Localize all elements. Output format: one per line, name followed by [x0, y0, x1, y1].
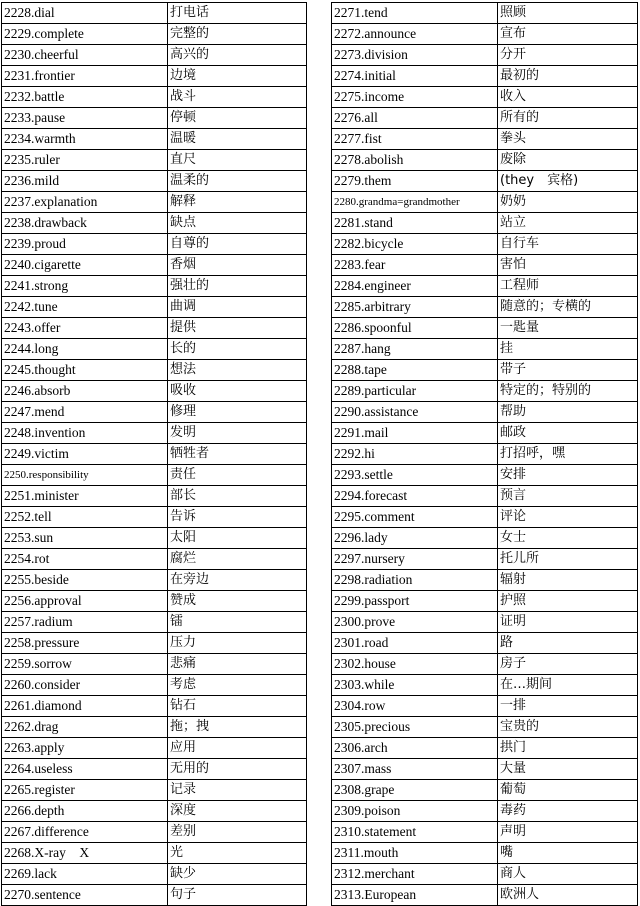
vocab-row — [2, 759, 307, 780]
vocab-row — [2, 570, 307, 591]
vocab-meaning: 自行车 — [498, 234, 638, 255]
vocab-row — [2, 465, 307, 486]
vocab-row — [2, 675, 307, 696]
vocab-row — [332, 45, 638, 66]
vocab-meaning: 赞成 — [168, 591, 307, 612]
vocab-row — [332, 507, 638, 528]
vocab-table-left-body — [2, 3, 307, 906]
vocab-word: 2271.tend — [332, 3, 498, 24]
vocab-word: 2300.prove — [332, 612, 498, 633]
vocab-word: 2242.tune — [2, 297, 168, 318]
vocab-meaning: 压力 — [168, 633, 307, 654]
vocab-word: 2263.apply — [2, 738, 168, 759]
vocab-row — [332, 843, 638, 864]
vocab-row — [332, 759, 638, 780]
vocab-row — [332, 192, 638, 213]
vocab-word: 2247.mend — [2, 402, 168, 423]
vocab-meaning: 解释 — [168, 192, 307, 213]
vocab-word: 2273.division — [332, 45, 498, 66]
vocab-table-right — [331, 2, 638, 906]
vocab-row — [332, 234, 638, 255]
vocab-meaning: 工程师 — [498, 276, 638, 297]
vocab-row — [332, 801, 638, 822]
vocab-word: 2306.arch — [332, 738, 498, 759]
vocab-word: 2243.offer — [2, 318, 168, 339]
vocab-meaning: 安排 — [498, 465, 638, 486]
vocab-word: 2265.register — [2, 780, 168, 801]
vocab-row — [2, 87, 307, 108]
vocab-row — [332, 339, 638, 360]
vocab-meaning: 发明 — [168, 423, 307, 444]
vocab-meaning: 拳头 — [498, 129, 638, 150]
vocab-meaning: 无用的 — [168, 759, 307, 780]
vocab-meaning: 记录 — [168, 780, 307, 801]
vocab-row — [332, 3, 638, 24]
vocab-row — [332, 654, 638, 675]
vocab-word: 2282.bicycle — [332, 234, 498, 255]
vocab-word: 2305.precious — [332, 717, 498, 738]
vocab-meaning: 光 — [168, 843, 307, 864]
vocab-meaning: 辐射 — [498, 570, 638, 591]
vocab-word: 2256.approval — [2, 591, 168, 612]
vocab-meaning: 葡萄 — [498, 780, 638, 801]
vocab-row — [332, 444, 638, 465]
vocab-row — [332, 486, 638, 507]
vocab-row — [2, 717, 307, 738]
vocab-meaning: 直尺 — [168, 150, 307, 171]
vocab-word: 2268.X-ray X — [2, 843, 168, 864]
vocab-word: 2264.useless — [2, 759, 168, 780]
vocab-word: 2291.mail — [332, 423, 498, 444]
vocab-meaning: 考虑 — [168, 675, 307, 696]
vocab-meaning: 深度 — [168, 801, 307, 822]
vocab-row — [2, 864, 307, 885]
vocab-meaning: 腐烂 — [168, 549, 307, 570]
vocab-meaning: 最初的 — [498, 66, 638, 87]
vocab-row — [332, 780, 638, 801]
vocab-row — [2, 822, 307, 843]
vocab-meaning: 害怕 — [498, 255, 638, 276]
vocab-word: 2281.stand — [332, 213, 498, 234]
vocab-meaning: 牺牲者 — [168, 444, 307, 465]
vocab-word: 2286.spoonful — [332, 318, 498, 339]
vocab-row — [2, 108, 307, 129]
vocab-row — [2, 3, 307, 24]
vocab-meaning: 打电话 — [168, 3, 307, 24]
vocab-meaning: 曲调 — [168, 297, 307, 318]
vocab-row — [2, 633, 307, 654]
vocab-meaning: 所有的 — [498, 108, 638, 129]
vocab-row — [332, 150, 638, 171]
vocab-meaning: 帮助 — [498, 402, 638, 423]
vocab-word: 2295.comment — [332, 507, 498, 528]
vocab-row — [332, 276, 638, 297]
vocab-row — [2, 129, 307, 150]
vocab-row — [2, 654, 307, 675]
vocab-meaning: 差别 — [168, 822, 307, 843]
vocab-row — [332, 24, 638, 45]
vocab-meaning: 悲痛 — [168, 654, 307, 675]
vocab-word: 2311.mouth — [332, 843, 498, 864]
vocab-word: 2252.tell — [2, 507, 168, 528]
vocab-row — [2, 339, 307, 360]
vocab-meaning: 宣布 — [498, 24, 638, 45]
vocab-word: 2231.frontier — [2, 66, 168, 87]
vocab-row — [332, 675, 638, 696]
vocab-word: 2299.passport — [332, 591, 498, 612]
vocab-row — [2, 738, 307, 759]
vocab-word: 2278.abolish — [332, 150, 498, 171]
vocab-word: 2290.assistance — [332, 402, 498, 423]
vocab-word: 2228.dial — [2, 3, 168, 24]
vocab-word: 2310.statement — [332, 822, 498, 843]
vocab-meaning: 声明 — [498, 822, 638, 843]
vocab-row — [2, 213, 307, 234]
vocab-word: 2237.explanation — [2, 192, 168, 213]
vocab-word: 2270.sentence — [2, 885, 168, 906]
vocab-meaning: 镭 — [168, 612, 307, 633]
vocab-row — [332, 822, 638, 843]
vocab-row — [332, 171, 638, 192]
vocab-row — [2, 381, 307, 402]
vocab-word: 2248.invention — [2, 423, 168, 444]
vocab-meaning: 一排 — [498, 696, 638, 717]
vocab-word: 2253.sun — [2, 528, 168, 549]
vocab-row — [2, 276, 307, 297]
vocab-meaning: 奶奶 — [498, 192, 638, 213]
vocab-row — [2, 150, 307, 171]
vocab-meaning: 预言 — [498, 486, 638, 507]
vocab-word: 2288.tape — [332, 360, 498, 381]
vocab-meaning: 拖；拽 — [168, 717, 307, 738]
vocab-row — [2, 423, 307, 444]
vocab-meaning: 拱门 — [498, 738, 638, 759]
vocab-word: 2285.arbitrary — [332, 297, 498, 318]
vocab-word: 2244.long — [2, 339, 168, 360]
vocab-word: 2254.rot — [2, 549, 168, 570]
vocab-word: 2234.warmth — [2, 129, 168, 150]
vocab-meaning: 打招呼，嘿 — [498, 444, 638, 465]
vocab-word: 2251.minister — [2, 486, 168, 507]
vocab-meaning: 房子 — [498, 654, 638, 675]
vocab-word: 2235.ruler — [2, 150, 168, 171]
vocab-word: 2296.lady — [332, 528, 498, 549]
vocab-row — [2, 507, 307, 528]
vocab-row — [332, 66, 638, 87]
vocab-row — [332, 885, 638, 906]
vocab-row — [332, 465, 638, 486]
vocab-row — [332, 255, 638, 276]
vocab-meaning: 太阳 — [168, 528, 307, 549]
vocab-row — [2, 66, 307, 87]
vocab-meaning: 香烟 — [168, 255, 307, 276]
vocab-word: 2259.sorrow — [2, 654, 168, 675]
vocab-meaning: 长的 — [168, 339, 307, 360]
vocab-word: 2250.responsibility — [2, 465, 168, 486]
vocab-table-left — [1, 2, 307, 906]
vocab-row — [2, 318, 307, 339]
vocab-word: 2249.victim — [2, 444, 168, 465]
vocab-meaning: 部长 — [168, 486, 307, 507]
vocab-row — [332, 717, 638, 738]
vocab-meaning: 证明 — [498, 612, 638, 633]
vocab-row — [332, 297, 638, 318]
vocab-row — [2, 171, 307, 192]
vocab-meaning: 评论 — [498, 507, 638, 528]
vocab-word: 2269.lack — [2, 864, 168, 885]
vocab-word: 2233.pause — [2, 108, 168, 129]
vocab-meaning: (they 宾格) — [498, 171, 638, 192]
vocab-row — [332, 108, 638, 129]
vocab-meaning: 大量 — [498, 759, 638, 780]
vocab-word: 2240.cigarette — [2, 255, 168, 276]
vocab-row — [332, 360, 638, 381]
vocab-meaning: 护照 — [498, 591, 638, 612]
vocab-meaning: 毒药 — [498, 801, 638, 822]
vocab-meaning: 句子 — [168, 885, 307, 906]
vocab-word: 2241.strong — [2, 276, 168, 297]
vocab-word: 2238.drawback — [2, 213, 168, 234]
vocab-word: 2308.grape — [332, 780, 498, 801]
vocab-row — [2, 486, 307, 507]
vocab-meaning: 温柔的 — [168, 171, 307, 192]
vocab-word: 2292.hi — [332, 444, 498, 465]
vocab-row — [2, 402, 307, 423]
vocab-row — [332, 129, 638, 150]
vocab-row — [332, 612, 638, 633]
vocab-word: 2246.absorb — [2, 381, 168, 402]
vocab-meaning: 一匙量 — [498, 318, 638, 339]
vocab-row — [332, 318, 638, 339]
vocab-word: 2302.house — [332, 654, 498, 675]
vocab-row — [2, 360, 307, 381]
vocab-meaning: 应用 — [168, 738, 307, 759]
vocab-row — [332, 87, 638, 108]
vocab-row — [2, 696, 307, 717]
vocab-meaning: 邮政 — [498, 423, 638, 444]
vocab-row — [332, 213, 638, 234]
vocab-meaning: 宝贵的 — [498, 717, 638, 738]
vocab-word: 2236.mild — [2, 171, 168, 192]
vocab-row — [2, 297, 307, 318]
vocab-word: 2245.thought — [2, 360, 168, 381]
vocab-row — [332, 591, 638, 612]
vocab-meaning: 自尊的 — [168, 234, 307, 255]
vocab-word: 2309.poison — [332, 801, 498, 822]
vocab-row — [2, 255, 307, 276]
vocab-row — [2, 444, 307, 465]
vocab-row — [2, 780, 307, 801]
vocab-word: 2287.hang — [332, 339, 498, 360]
vocab-meaning: 温暖 — [168, 129, 307, 150]
vocab-word: 2261.diamond — [2, 696, 168, 717]
vocab-meaning: 嘴 — [498, 843, 638, 864]
vocab-meaning: 边境 — [168, 66, 307, 87]
vocab-meaning: 女士 — [498, 528, 638, 549]
vocab-word: 2289.particular — [332, 381, 498, 402]
vocab-meaning: 商人 — [498, 864, 638, 885]
vocab-word: 2301.road — [332, 633, 498, 654]
vocab-meaning: 高兴的 — [168, 45, 307, 66]
vocab-word: 2304.row — [332, 696, 498, 717]
vocab-word: 2276.all — [332, 108, 498, 129]
vocab-meaning: 在…期间 — [498, 675, 638, 696]
vocab-word: 2277.fist — [332, 129, 498, 150]
vocab-word: 2229.complete — [2, 24, 168, 45]
vocab-word: 2313.European — [332, 885, 498, 906]
vocab-word: 2283.fear — [332, 255, 498, 276]
vocab-row — [332, 738, 638, 759]
vocab-word: 2230.cheerful — [2, 45, 168, 66]
vocab-meaning: 吸收 — [168, 381, 307, 402]
vocab-meaning: 责任 — [168, 465, 307, 486]
vocab-row — [2, 549, 307, 570]
vocab-word: 2258.pressure — [2, 633, 168, 654]
vocab-meaning: 告诉 — [168, 507, 307, 528]
vocab-word: 2257.radium — [2, 612, 168, 633]
vocab-meaning: 废除 — [498, 150, 638, 171]
vocab-row — [332, 381, 638, 402]
vocab-row — [332, 549, 638, 570]
vocab-meaning: 分开 — [498, 45, 638, 66]
vocab-row — [332, 864, 638, 885]
vocab-meaning: 托儿所 — [498, 549, 638, 570]
vocab-table-right-body — [332, 3, 638, 906]
vocab-row — [332, 402, 638, 423]
vocab-meaning: 照顾 — [498, 3, 638, 24]
vocab-row — [2, 234, 307, 255]
vocab-word: 2307.mass — [332, 759, 498, 780]
vocab-word: 2274.initial — [332, 66, 498, 87]
vocab-meaning: 缺点 — [168, 213, 307, 234]
vocab-meaning: 在旁边 — [168, 570, 307, 591]
vocab-row — [332, 570, 638, 591]
vocab-meaning: 随意的；专横的 — [498, 297, 638, 318]
vocab-meaning: 带子 — [498, 360, 638, 381]
vocab-row — [2, 528, 307, 549]
vocab-meaning: 完整的 — [168, 24, 307, 45]
vocab-row — [2, 45, 307, 66]
vocab-word: 2275.income — [332, 87, 498, 108]
vocab-word: 2272.announce — [332, 24, 498, 45]
vocab-row — [2, 843, 307, 864]
vocab-word: 2266.depth — [2, 801, 168, 822]
vocab-row — [332, 696, 638, 717]
vocab-word: 2293.settle — [332, 465, 498, 486]
vocab-word: 2297.nursery — [332, 549, 498, 570]
vocab-meaning: 特定的；特别的 — [498, 381, 638, 402]
vocab-word: 2312.merchant — [332, 864, 498, 885]
vocab-row — [2, 885, 307, 906]
vocab-row — [332, 423, 638, 444]
vocab-meaning: 强壮的 — [168, 276, 307, 297]
vocab-meaning: 挂 — [498, 339, 638, 360]
vocab-row — [2, 192, 307, 213]
vocab-word: 2239.proud — [2, 234, 168, 255]
vocab-meaning: 站立 — [498, 213, 638, 234]
vocab-meaning: 想法 — [168, 360, 307, 381]
vocab-meaning: 钻石 — [168, 696, 307, 717]
vocab-meaning: 欧洲人 — [498, 885, 638, 906]
vocab-row — [2, 591, 307, 612]
vocab-meaning: 修理 — [168, 402, 307, 423]
vocab-word: 2284.engineer — [332, 276, 498, 297]
vocab-word: 2298.radiation — [332, 570, 498, 591]
vocab-word: 2303.while — [332, 675, 498, 696]
vocab-meaning: 提供 — [168, 318, 307, 339]
vocab-word: 2279.them — [332, 171, 498, 192]
vocab-word: 2294.forecast — [332, 486, 498, 507]
vocab-row — [2, 801, 307, 822]
vocab-word: 2280.grandma=grandmother — [332, 192, 498, 213]
vocab-meaning: 收入 — [498, 87, 638, 108]
vocab-word: 2255.beside — [2, 570, 168, 591]
vocab-row — [332, 528, 638, 549]
vocab-word: 2260.consider — [2, 675, 168, 696]
vocab-word: 2262.drag — [2, 717, 168, 738]
vocab-meaning: 缺少 — [168, 864, 307, 885]
vocab-meaning: 路 — [498, 633, 638, 654]
vocab-word: 2232.battle — [2, 87, 168, 108]
vocab-meaning: 战斗 — [168, 87, 307, 108]
vocab-meaning: 停顿 — [168, 108, 307, 129]
vocab-row — [2, 612, 307, 633]
vocab-row — [332, 633, 638, 654]
vocab-word: 2267.difference — [2, 822, 168, 843]
vocab-row — [2, 24, 307, 45]
